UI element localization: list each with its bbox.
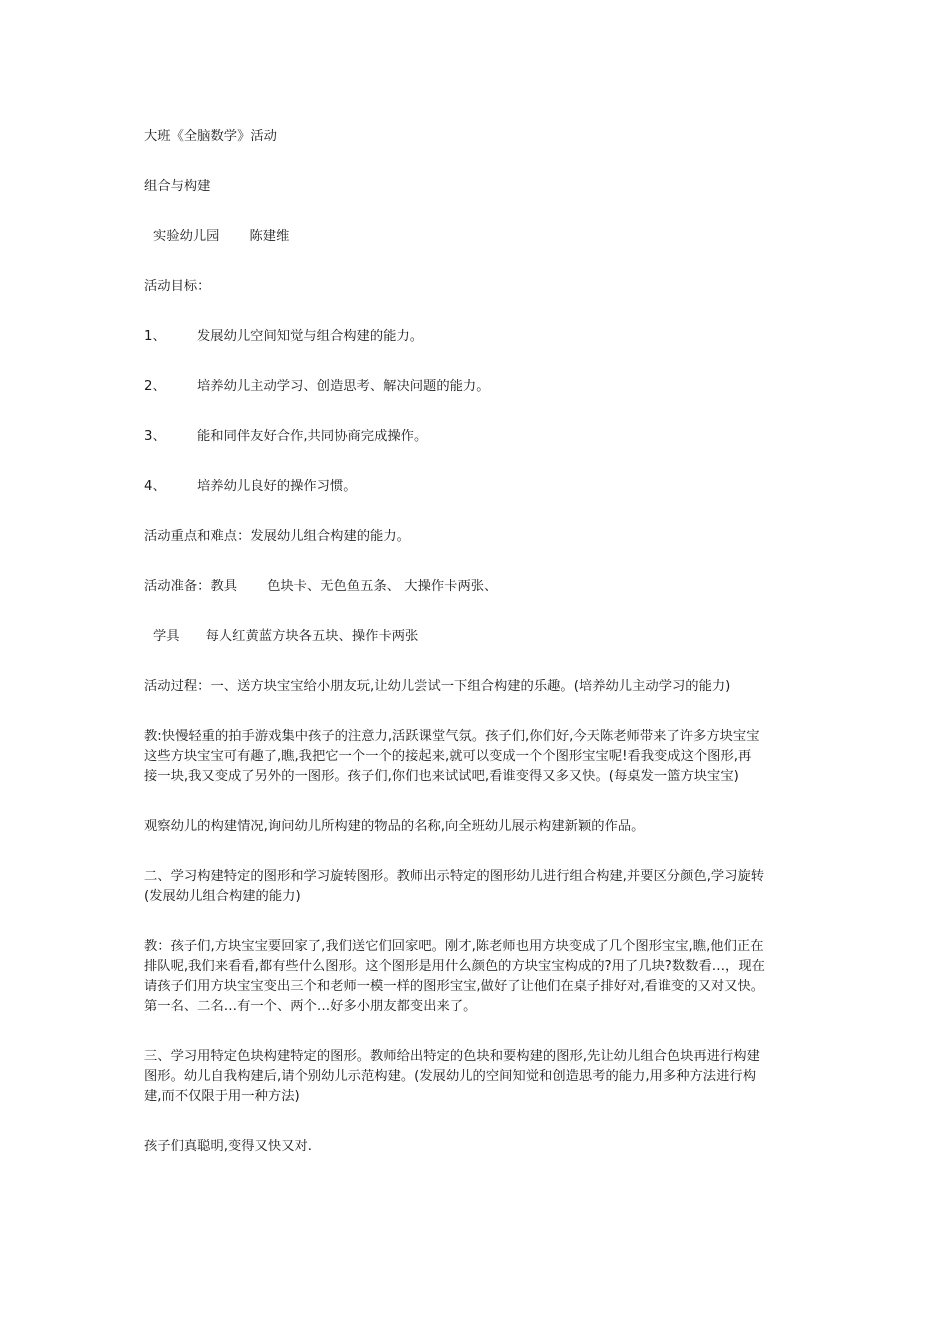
observation-paragraph: 观察幼儿的构建情况,询问幼儿所构建的物品的名称,向全班幼儿展示构建新颖的作品。: [144, 819, 645, 834]
goal-number: 3、: [144, 429, 166, 444]
paragraph-line: 请孩子们用方块宝宝变出三个和老师一模一样的图形宝宝,做好了让他们在桌子排好对,看谁变的又对又快。: [144, 979, 765, 994]
paragraph-line: (发展幼儿组合构建的能力): [144, 889, 301, 904]
paragraph-line: 建,而不仅限于用一种方法): [144, 1089, 300, 1104]
preparation-student: [144, 627, 816, 647]
goal-text: 培养幼儿良好的操作习惯。: [197, 479, 357, 494]
paragraph-line: 这些方块宝宝可有趣了,瞧,我把它一个一个的接起来,就可以变成一个个图形宝宝呢!看我变成这个图形,再: [144, 749, 752, 764]
preparation-student-items: 每人红黄蓝方块各五块、操作卡两张: [205, 629, 419, 644]
goal-text: 能和同伴友好合作,共同协商完成操作。: [197, 429, 428, 444]
goal-item-4: [144, 477, 816, 497]
paragraph-line: 教:快慢轻重的拍手游戏集中孩子的注意力,活跃课堂气氛。孩子们,你们好,今天陈老师带来了许多方块宝宝: [144, 729, 760, 744]
goal-number: 4、: [144, 479, 166, 494]
goal-item-2: [144, 377, 816, 397]
process-step-2: [144, 867, 816, 907]
goal-item-1: [144, 327, 816, 347]
author-name: 陈建维: [249, 229, 290, 244]
paragraph-line: 图形。幼儿自我构建后,请个别幼儿示范构建。(发展幼儿的空间知觉和创造思考的能力,用多种方法进行构: [144, 1069, 756, 1084]
goal-number: 1、: [144, 329, 166, 344]
teaching-paragraph-2: [144, 937, 816, 1017]
goal-text: 发展幼儿空间知觉与组合构建的能力。: [197, 329, 424, 344]
preparation-label: 活动准备：教具: [144, 579, 238, 594]
document-page: [144, 127, 816, 1157]
paragraph-line: 接一块,我又变成了另外的一图形。孩子们,你们也来试试吧,看谁变得又多又快。(每桌发一篮方块宝宝): [144, 769, 739, 784]
goal-item-3: [144, 427, 816, 447]
preparation-teacher: [144, 577, 816, 597]
teaching-paragraph-1: [144, 727, 816, 787]
closing-paragraph: 孩子们真聪明,变得又快又对.: [144, 1139, 313, 1154]
document-subtitle: 组合与构建: [144, 179, 211, 194]
preparation-student-label: 学具: [153, 629, 180, 644]
paragraph-line: 二、学习构建特定的图形和学习旋转图形。教师出示特定的图形幼儿进行组合构建,并要区分颜色,学习旋转: [144, 869, 765, 884]
process-step-3: [144, 1047, 816, 1107]
process-step-1: 活动过程：一、送方块宝宝给小朋友玩,让幼儿尝试一下组合构建的乐趣。(培养幼儿主动学习的能力): [144, 679, 731, 694]
goal-number: 2、: [144, 379, 166, 394]
author-line: [144, 227, 816, 247]
goal-text: 培养幼儿主动学习、创造思考、解决问题的能力。: [197, 379, 490, 394]
document-title: 大班《全脑数学》活动: [144, 129, 277, 144]
key-points: 活动重点和难点：发展幼儿组合构建的能力。: [144, 529, 410, 544]
preparation-teacher-items: 色块卡、无色鱼五条、 大操作卡两张、: [267, 579, 498, 594]
goals-heading: 活动目标：: [144, 279, 211, 294]
paragraph-line: 教：孩子们,方块宝宝要回家了,我们送它们回家吧。刚才,陈老师也用方块变成了几个图形宝宝,瞧,他们正在: [144, 939, 764, 954]
paragraph-line: 三、学习用特定色块构建特定的图形。教师给出特定的色块和要构建的图形,先让幼儿组合色块再进行构建: [144, 1049, 760, 1064]
author-school: 实验幼儿园: [153, 229, 220, 244]
paragraph-line: 第一名、二名…有一个、两个…好多小朋友都变出来了。: [144, 999, 477, 1014]
paragraph-line: 排队呢,我们来看看,都有些什么图形。这个图形是用什么颜色的方块宝宝构成的?用了几块?数数看…，现在: [144, 959, 765, 974]
